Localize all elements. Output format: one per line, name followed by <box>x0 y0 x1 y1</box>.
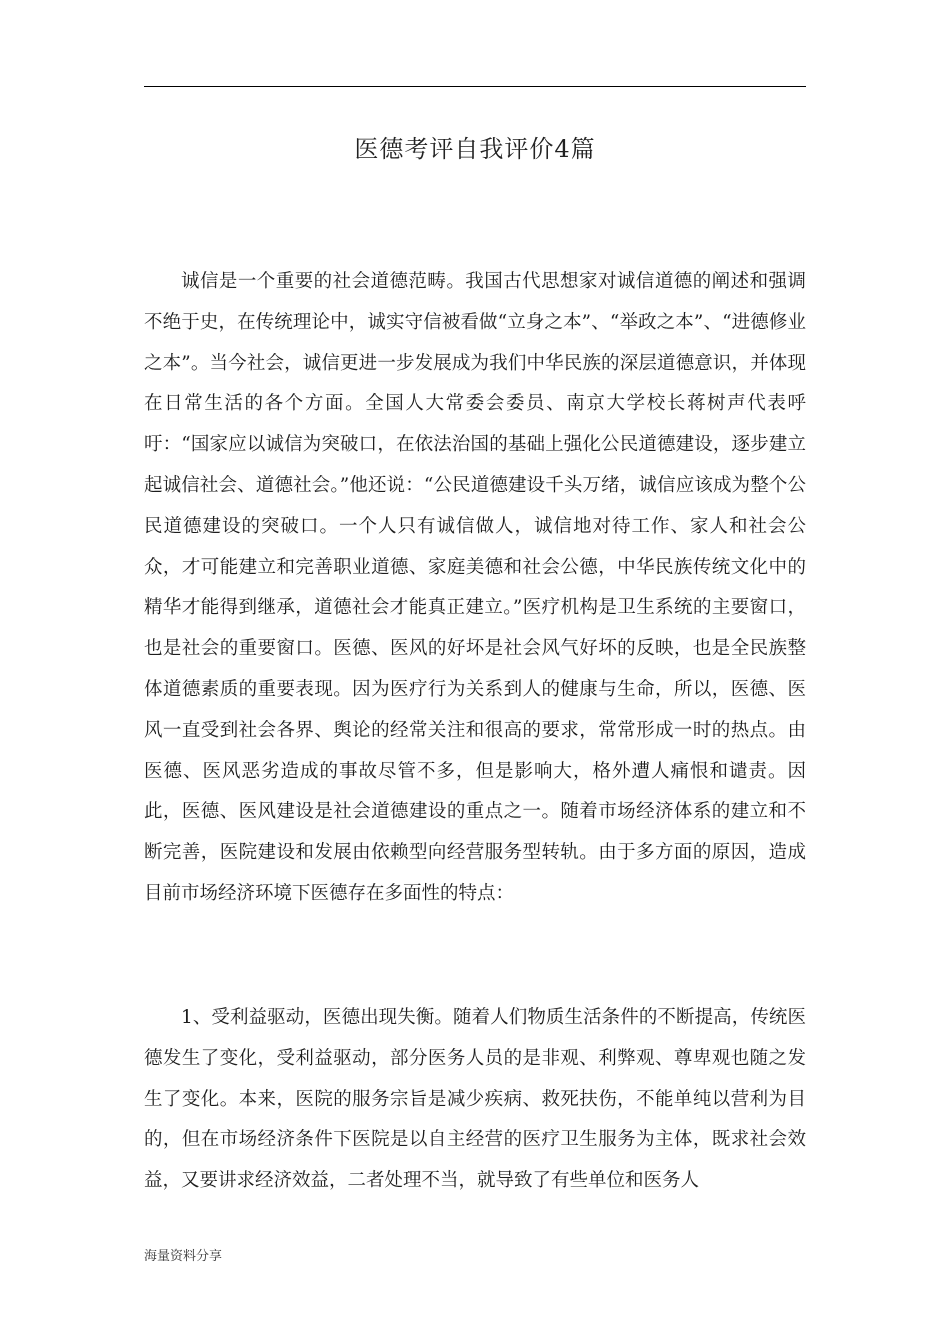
header-divider <box>144 86 806 87</box>
body-paragraph: 1、受利益驱动，医德出现失衡。随着人们物质生活条件的不断提高，传统医德发生了变化，受利益驱动，部分医务人员的是非观、利弊观、尊卑观也随之发生了变化。本来，医院的服务宗旨是减少疾病、救死扶伤，不能单纯以营利为目的，但在市场经济条件下医院是以自主经营的医疗卫生服务为主体，既求社会效益，又要讲求经济效益，二者处理不当，就导致了有些单位和医务人 <box>144 1007 806 1192</box>
document-title: 医德考评自我评价4篇 <box>354 135 596 163</box>
body-paragraph: 诚信是一个重要的社会道德范畴。我国古代思想家对诚信道德的阐述和强调不绝于史，在传统理论中，诚实守信被看做“立身之本”、“举政之本”、“进德修业之本”。当今社会，诚信更进一步发展成为我们中华民族的深层道德意识，并体现在日常生活的各个方面。全国人大常委会委员、南京大学校长蒋树声代表呼吁：“国家应以诚信为突破口，在依法治国的基础上强化公民道德建设，逐步建立起诚信社会、道德社会。”他还说：“公民道德建设千头万绪，诚信应该成为整个公民道德建设的突破口。一个人只有诚信做人，诚信地对待工作、家人和社会公众，才可能建立和完善职业道德、家庭美德和社会公德，中华民族传统文化中的精华才能得到继承，道德社会才能真正建立。”医疗机构是卫生系统的主要窗口，也是社会的重要窗口。医德、医风的好坏是社会风气好坏的反映，也是全民族整体道德素质的重要表现。因为医疗行为关系到人的健康与生命，所以，医德、医风一直受到社会各界、舆论的经常关注和很高的要求，常常形成一时的热点。由医德、医风恶劣造成的事故尽管不多，但是影响大，格外遭人痛恨和谴责。因此，医德、医风建设是社会道德建设的重点之一。随着市场经济体系的建立和不断完善，医院建设和发展由依赖型向经营服务型转轨。由于多方面的原因，造成目前市场经济环境下医德存在多面性的特点： <box>144 271 806 904</box>
footer-text: 海量资料分享 <box>144 1249 223 1264</box>
